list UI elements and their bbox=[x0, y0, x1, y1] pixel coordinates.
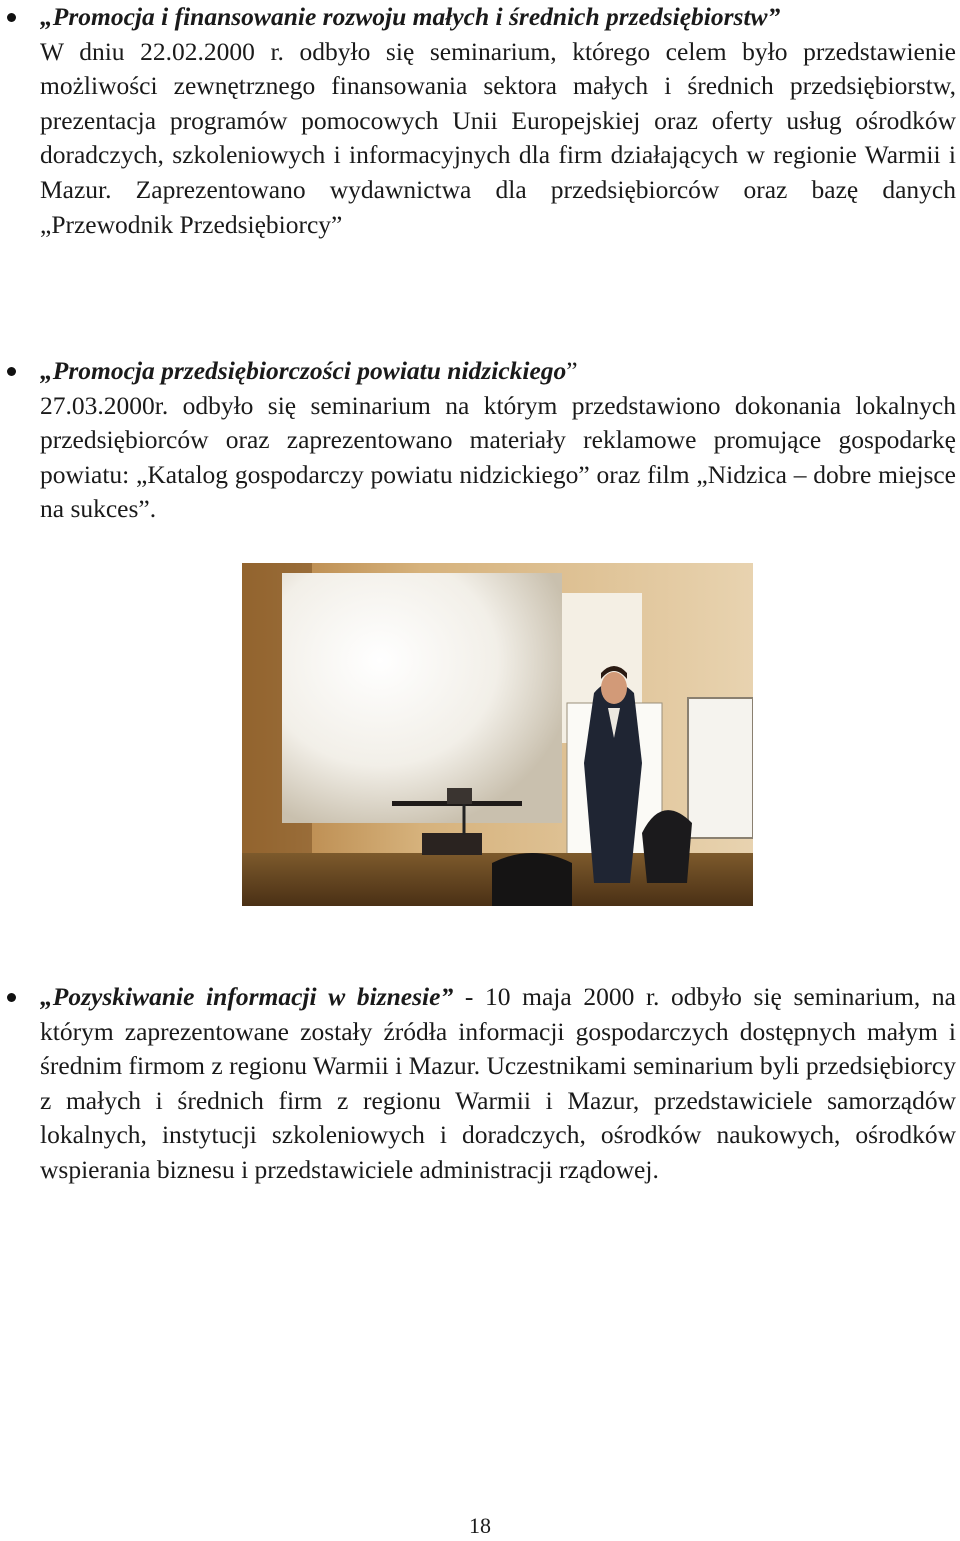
bullet-icon bbox=[7, 367, 16, 376]
section-title: „Pozyskiwanie informacji w biznesie” bbox=[40, 982, 454, 1011]
section-title: „Promocja i finansowanie rozwoju małych i średnich przedsiębiorstw” bbox=[40, 2, 781, 31]
bullet-icon bbox=[7, 993, 16, 1002]
section-text bbox=[40, 980, 956, 1188]
list-item bbox=[40, 354, 956, 527]
section-title-quote: ” bbox=[566, 356, 578, 385]
section-body: 27.03.2000r. odbyło się seminarium na którym przedstawiono dokonania lokalnych przedsiębiorców oraz zaprezentowano materiały reklamowe promujące gospodarkę powiatu: „Katalog gospodarczy powiatu nidzickiego” oraz film „Nidzica – dobre miejsce na sukces”. bbox=[40, 390, 956, 524]
section-body: - 10 maja 2000 r. odbyło się seminarium, na którym zaprezentowane zostały źródła informacji gospodarczych dostępnych małym i średnim firmom z regionu Warmii i Mazur. Uczestnikami seminarium byli przedsiębiorcy z małych i średnich firm z regionu Warmii i Mazur, przedstawiciele samorządów lokalnych, instytucji szkoleniowych i doradczych, ośrodków naukowych, ośrodków wspierania biznesu i przedstawiciele administracji rządowej. bbox=[40, 982, 956, 1184]
section-title: „Promocja przedsiębiorczości powiatu nidzickiego bbox=[40, 356, 567, 385]
page-number: 18 bbox=[469, 1513, 491, 1538]
list-item bbox=[40, 980, 956, 1188]
section-heading bbox=[40, 354, 956, 389]
seminar-photo bbox=[242, 563, 753, 906]
list-item bbox=[40, 0, 956, 242]
section-body: W dniu 22.02.2000 r. odbyło się seminarium, którego celem było przedstawienie możliwości zewnętrznego finansowania sektora małych i średnich przedsiębiorstw, prezentacja programów pomocowych Unii Europejskiej oraz oferty usług ośrodków doradczych, szkoleniowych i informacyjnych dla firm działających w regionie Warmii i Mazur. Zaprezentowano wydawnictwa dla przedsiębiorców oraz bazę danych „Przewodnik Przedsiębiorcy” bbox=[40, 36, 956, 239]
bullet-icon bbox=[7, 13, 16, 22]
